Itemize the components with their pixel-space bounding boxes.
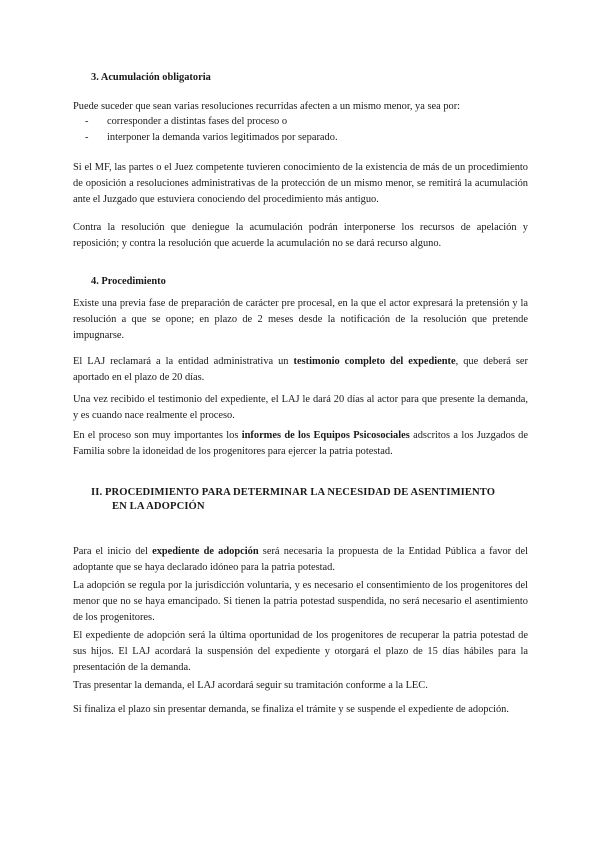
paragraph-finaliza: Si finaliza el plazo sin presentar demanda, se finaliza el trámite y se suspende el expediente de adopción. bbox=[73, 704, 509, 715]
paragraph-mf: Si el MF, las partes o el Juez competente tuvieren conocimiento de la existencia de más de un procedimiento de oposición a resoluciones administrativas de la protección de un mismo menor, se remitirá la acumulación ante el Juzgado que estuviera conociendo del procedimiento más antiguo. bbox=[73, 162, 528, 205]
paragraph-contra: Contra la resolución que deniegue la acumulación podrán interponerse los recursos de apelación y reposición; y contra la resolución que acuerde la acumulación no se dará recurso alguno. bbox=[73, 222, 528, 249]
bold-term: informes de los Equipos Psicosociales bbox=[241, 430, 410, 441]
bold-term: testimonio completo del expediente bbox=[293, 356, 456, 367]
paragraph-expediente: El expediente de adopción será la última oportunidad de los progenitores de recuperar la patria potestad de sus hijos. El LAJ acordará la suspensión del expediente y otorgará el plazo de 15 días hábiles para la presentación de la demanda. bbox=[73, 630, 528, 673]
section-heading-asentimiento: II. PROCEDIMIENTO PARA DETERMINAR LA NECESIDAD DE ASENTIMIENTO EN LA ADOPCIÓN bbox=[91, 487, 496, 512]
list-item: - corresponder a distintas fases del proceso o bbox=[85, 114, 338, 130]
section-heading-procedimiento: 4. Procedimiento bbox=[91, 276, 166, 287]
bold-term: expediente de adopción bbox=[152, 546, 259, 557]
paragraph-adopcion: La adopción se regula por la jurisdicción voluntaria, y es necesario el consentimiento de los progenitores del menor que no se haya emancipado. Si tienen la patria potestad suspendida, no será necesario el asentimiento de los progenitores. bbox=[73, 580, 528, 623]
paragraph-informes: En el proceso son muy importantes los informes de los Equipos Psicosociales adscritos a los Juzgados de Familia sobre la idoneidad de los progenitores para ejercer la patria potestad. bbox=[73, 430, 528, 457]
paragraph-inicio: Para el inicio del expediente de adopción será necesaria la propuesta de la Entidad Pública a favor del adoptante que se haya declarado idóneo para la patria potestad. bbox=[73, 546, 528, 573]
bullet-list bbox=[85, 114, 338, 146]
paragraph-laj-reclamara: El LAJ reclamará a la entidad administrativa un testimonio completo del expediente, que deberá ser aportado en el plazo de 20 días. bbox=[73, 356, 529, 383]
paragraph-tras: Tras presentar la demanda, el LAJ acordará seguir su tramitación conforme a la LEC. bbox=[73, 680, 428, 691]
paragraph-existe: Existe una previa fase de preparación de carácter pre procesal, en la que el actor expresará la pretensión y la resolución a que se opone; en plazo de 2 meses desde la notificación de la resolución que pretende impugnarse. bbox=[73, 298, 528, 341]
section-heading-acumulacion: 3. Acumulación obligatoria bbox=[91, 72, 211, 83]
paragraph-una-vez: Una vez recibido el testimonio del expediente, el LAJ le dará 20 días al actor para que presente la demanda, y es cuando nace realmente el proceso. bbox=[73, 394, 528, 421]
paragraph-intro: Puede suceder que sean varias resoluciones recurridas afecten a un mismo menor, ya sea por: bbox=[73, 101, 461, 112]
list-item: - interponer la demanda varios legitimados por separado. bbox=[85, 130, 338, 146]
